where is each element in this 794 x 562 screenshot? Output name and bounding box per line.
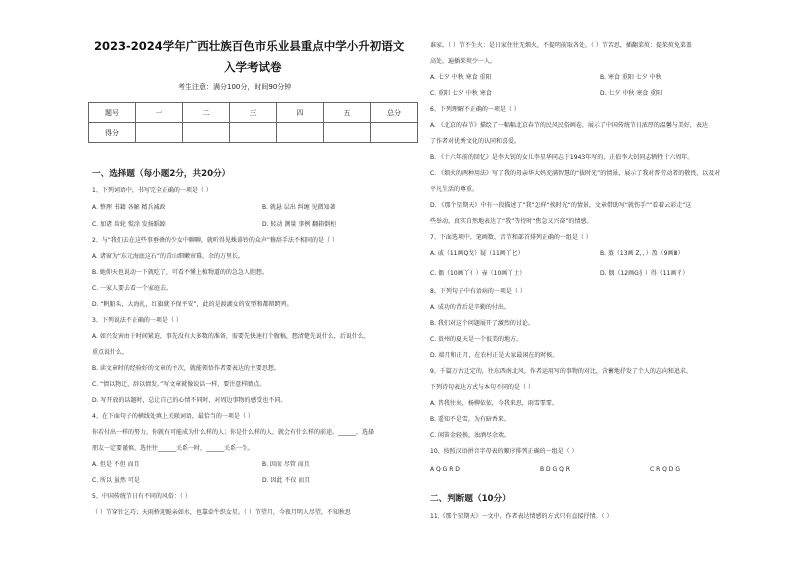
option-line: B. 《十六年前的回忆》是李大钊的女儿李星华同志于1943年写的，正值李大钊同志牺牲十六周年。 [430, 154, 694, 161]
score-cell: 一 [136, 103, 183, 123]
option-line: C. 加诸 齿轮 慌涂 发扬蹈踔 [92, 221, 166, 228]
option-line: D. 七夕 中秋 寒食 重阳 [600, 90, 663, 97]
question-line: 9、千篇万古迁定的，往东西南北风。作者运用写的事物的对比，含蓄地抒发了个人的志向和追求。 [430, 368, 692, 375]
question-line: 3、下列说法不正确的一项是（ ） [92, 317, 182, 324]
option-line: B. 就悬 层出 纠缠 见微知著 [262, 204, 336, 211]
question-line: 8、下列句子中有语病的一项是（ ） [430, 288, 526, 295]
option-line: 些举动，真实自然地表达了“我”等待时“焦急又兴奋”的情感。 [430, 218, 593, 225]
option-line: B. 读文章时的经验好的文章的主次，就能领悟作者要表达的主要思想。 [92, 365, 280, 372]
option-line: B D G Q R [540, 466, 570, 473]
option-line: D. 转动 测量 事例 翻箱倒柜 [262, 221, 337, 228]
option-line: A. 整理 书籍 各解 精兵减政 [92, 204, 166, 211]
option-line: D. 端月和正月，在农村正是大家最闲在的时候。 [430, 352, 559, 359]
question-line: 谁家。（ ）节不生火：是日家住往无烟火，不提明前取各处。（ ）节苦思，插翻菜萸：提茱萸免菜盖 [430, 42, 692, 49]
score-table-score-row [89, 123, 418, 143]
question-line: 2、与“我们去在这些事垂叠的少女中聊聊，就听得见蛛诽铃的众声”修辞手法不相同的是（ ） [92, 237, 338, 244]
option-line: D. “帆船头，大海扎，红旗就予保平安”，此的是渡湖女的安型和都辩跨鸡。 [92, 301, 293, 308]
option-line: D. 因此 不仅 而且 [262, 477, 311, 484]
question-line: 7、下面选项中，笔画数、音节和部首排列正确的一组是（ ） [430, 234, 592, 241]
score-cell: 二 [183, 103, 230, 123]
option-line: A. 成功的背后是辛勤的付出。 [430, 304, 510, 311]
score-cell: 四 [277, 103, 324, 123]
score-cell[interactable] [277, 123, 324, 143]
score-cell: 题号 [89, 103, 136, 123]
option-line: B. 我们对这个问题展开了激烈的讨论。 [430, 320, 534, 327]
option-line: A. 《北京的春节》描绘了一幅幅北京春节的民风民俗画卷，展示了中国传统节日浓厚的温馨与美好，表达 [430, 122, 708, 129]
option-line: B. 因而 尽管 而且 [262, 461, 310, 468]
score-cell: 三 [230, 103, 277, 123]
option-line: 平凡生活的尊重。 [430, 186, 479, 193]
option-line: C. 贵州的夏天是一个很美的地方。 [430, 336, 523, 343]
question-line: 10、按照汉语拼音字母表的顺序排列正确的一组是（ ） [430, 448, 578, 455]
option-line: C. 闲笛金轻换，浊酒尽余欢。 [430, 432, 511, 439]
question-line: 4、在下面句子的横线处填上关联词语，最恰当的一项是（ ） [92, 413, 254, 420]
exam-note: 考生注意：满分100分，时间90分钟 [178, 83, 292, 91]
option-line: B. 寒食 重阳 七夕 中秋 [600, 74, 662, 81]
score-cell[interactable] [371, 123, 418, 143]
score-cell[interactable] [230, 123, 277, 143]
question-line: 你若付出一样的努力，你就有可能成为什么样的人；你是什么样的人，就会有什么样的前途。______，选择 [92, 429, 375, 436]
option-line: A. 戚（11画Q戈）疑（11画丫匕） [430, 250, 524, 257]
exam-title-line2: 入学考试卷 [224, 60, 282, 74]
question-line: 11.《那个星期天》一文中，作者表达情感的方式只有直接抒情。（ ） [430, 513, 613, 520]
score-cell[interactable] [324, 123, 371, 143]
option-line: D. 写开放的话题时，总让自己的心情不同时，对周边事物的感受也不同。 [92, 397, 287, 404]
score-table-header-row [89, 103, 418, 123]
option-line: D. 偶（12画G犭）得（11画彳） [600, 270, 689, 277]
option-line: B. 遥知不是雪，为有暗香来。 [430, 416, 510, 423]
score-cell[interactable] [136, 123, 183, 143]
score-cell: 总分 [371, 103, 418, 123]
option-line: C. “情以物迁，辞以情发。”写文章就像说话一样，要注意样睛点。 [92, 381, 266, 388]
section1-title: 一、选择题（每小题2分，共20分） [92, 169, 231, 179]
option-line: 重点说什么。 [92, 349, 129, 356]
section2-title: 二、判断题（10分） [430, 494, 511, 504]
option-line: C. 《烟火的两种用法》写了我的母亲华大妈充满智慧的“拔时光”的情景，展示了我对普劳动者的敬畏，以及对 [430, 170, 721, 177]
question-line: 高处，遍插茱萸少一人。 [430, 58, 497, 65]
question-line: 朋友一定要谨慎，选往往______关系一时，______关系一生。 [92, 445, 255, 452]
option-line: C. 所以 虽然 可是 [92, 477, 140, 484]
option-line: A. 但是 不但 而且 [92, 461, 140, 468]
option-line: C. 偶（10画丫亻）壶（10画丫士） [430, 270, 526, 277]
option-line: D. 《那个星期天》中有一段描述了“我”怎样“挨时光”的情景，文章借助写“就伤手”“看着云彩走”这 [430, 202, 692, 209]
option-line: A Q G R D [430, 466, 460, 473]
option-line: C R Q D G [650, 466, 680, 473]
option-line: B. 蒸（13画 Z，，）盈（9画Ⅲ） [600, 250, 684, 257]
option-line: A. 诸窗为“东元海底这石”的青山细嫩帘幕，余的万里长。 [92, 253, 245, 260]
option-line: A. 如兴发害由于时间紧迫，事先没有大多数的准备，需要先快速打个腹稿，想清楚先说什么，后说什么， [92, 333, 370, 340]
option-line: A. 昔我往矣，杨柳依依，今我来思，雨雪霏霏。 [430, 400, 558, 407]
question-line: 5、中国传统节日有不同的风俗：（ ） [92, 493, 191, 500]
question-line: 6、下列理解不正确的一项是（ ） [430, 106, 520, 113]
option-line: B. 她仰天也说动一下就吃了，可看不懂上植物道的的急急人胆想。 [92, 269, 268, 276]
score-cell[interactable] [183, 123, 230, 143]
score-table [88, 102, 418, 143]
option-line: A. 七夕 中秋 寒食 重阳 [430, 74, 492, 81]
option-line: C. 一家人要去看一个家庭去。 [92, 285, 173, 292]
question-line: 1、下列词语中，书写完全正确的一项是（ ） [92, 187, 212, 194]
score-cell: 五 [324, 103, 371, 123]
question-line: 下列诗句表达方式与本句不同的是（ ） [430, 384, 534, 391]
score-cell: 得分 [89, 123, 136, 143]
option-line: C. 重阳 七夕 中秋 寒食 [430, 90, 492, 97]
exam-title-line1: 2023-2024学年广西壮族百色市乐业县重点中学小升初语文 [94, 39, 405, 53]
question-line: （ ）节穿针乞巧；天雨桥迎跪亲如水，也靠牵牛织女星。（ ）节望月，今夜月明人尽望，不知秋思 [92, 509, 351, 516]
option-line: 了作者对优秀文化的认同和喜爱。 [430, 138, 521, 145]
